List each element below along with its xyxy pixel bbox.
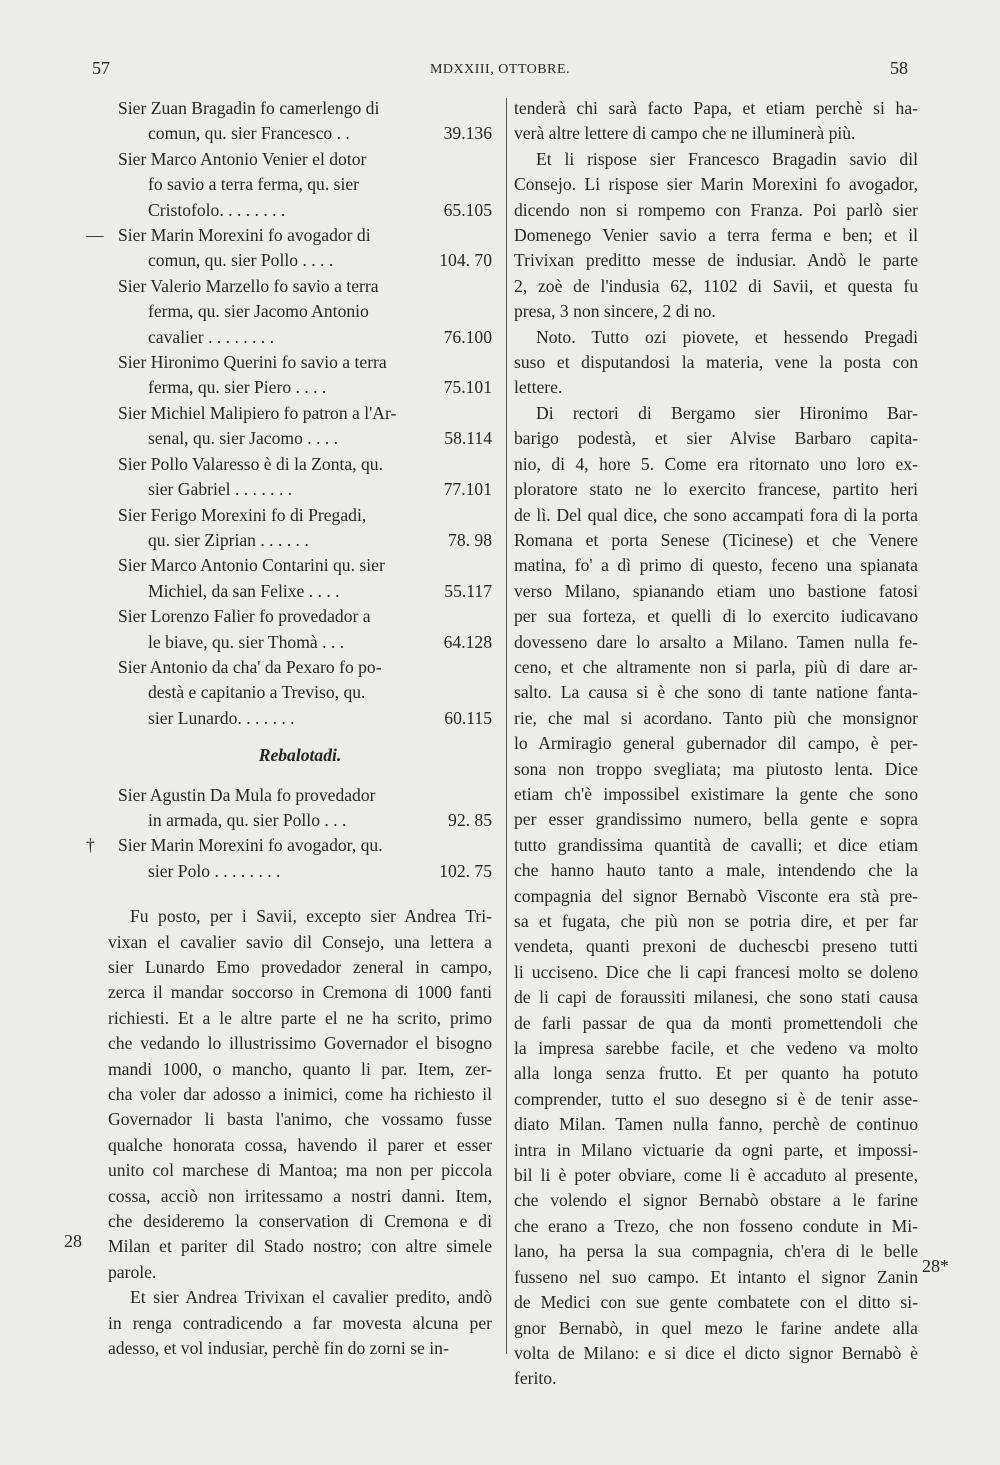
text-line: Et li rispose sier Francesco Bragadin savio dil <box>536 148 918 169</box>
text-line: lano, ha persa la sua compagnia, ch'era di le belle <box>514 1241 918 1262</box>
entry-text-line: senal, qu. sier Jacomo . . . . 58.114 <box>108 426 492 451</box>
entry-text-line: qu. sier Ziprian . . . . . . 78. 98 <box>108 528 492 553</box>
left-column <box>86 96 492 1362</box>
text-line: zerca il mandar soccorso in Cremona di 1000 fanti <box>108 982 492 1003</box>
entry-text-line: ferma, qu. sier Jacomo Antonio <box>148 301 369 322</box>
list-item <box>108 401 492 452</box>
margin-number-left: 28 <box>64 1231 82 1251</box>
list-item <box>108 274 492 350</box>
entry-text-line: Sier Zuan Bragadin fo camerlengo di <box>118 98 380 118</box>
text-line: ceno, et che altramente non si parla, più di dare ar- <box>514 656 918 677</box>
entry-text-line: fo savio a terra ferma, qu. sier <box>148 174 360 195</box>
text-line: per sua forteza, et quelli di lo exercito iudicavano <box>514 606 918 627</box>
election-list <box>86 96 492 731</box>
text-line: Consejo. Li rispose sier Marin Morexini fo avogador, <box>514 174 918 195</box>
list-item <box>108 655 492 731</box>
text-line: 2, zoè de l'indusia 62, 1102 di Savii, et questa fu <box>514 275 918 296</box>
entry-mark: † <box>86 835 95 856</box>
section-heading: Rebalotadi. <box>258 745 342 766</box>
entry-text-line: Sier Marco Antonio Contarini qu. sier <box>118 555 385 576</box>
text-line: Romana et porta Senese (Ticinese) et che Venere <box>514 529 918 550</box>
vote-count: 65.105 <box>443 199 492 220</box>
entry-text-line: Cristofolo. . . . . . . . 65.105 <box>108 198 492 223</box>
list-item <box>108 503 492 554</box>
vote-count: 92. 85 <box>448 809 492 830</box>
text-line: che desideremo la conservation di Cremona e di <box>108 1211 492 1232</box>
margin-number-right: 28* <box>922 1256 949 1276</box>
text-line: rie, che mal si acordano. Tanto più che monsignor <box>514 707 918 728</box>
entry-text-line: sier Gabriel . . . . . . . 77.101 <box>108 477 492 502</box>
entry-text-line: sier Polo . . . . . . . . 102. 75 <box>108 859 492 884</box>
text-line: Di rectori di Bergamo sier Hironimo Bar- <box>536 402 918 423</box>
paragraph-trivixan <box>108 1285 492 1361</box>
text-line: la impresa sarebbe facile, et che vedeno va molto <box>514 1038 918 1059</box>
text-line: in renga contradicendo a far movesta alcuna per <box>108 1312 492 1333</box>
text-line: tutto grandissima quantità de cavalli; et dice etiam <box>514 834 918 855</box>
text-line: unito col marchese di Mantoa; ma non per piccola <box>108 1160 492 1181</box>
text-line: lettere. <box>514 377 563 398</box>
text-line: vendeta, quanti prexoni de duchescbi preseno tutti <box>514 936 918 957</box>
entry-text-line: Sier Antonio da cha' da Pexaro fo po- <box>118 656 382 677</box>
text-line: che volendo el signor Bernabò obstare a le farine <box>514 1190 918 1211</box>
text-line: volta de Milano: e si dice el dicto signor Bernabò è <box>514 1342 918 1363</box>
entry-text-line: Sier Marin Morexini fo avogador di — <box>108 223 492 248</box>
entry-text-line: cavalier . . . . . . . . 76.100 <box>108 325 492 350</box>
page-number-left: 57 <box>92 58 110 78</box>
entry-text-line: Sier Agustin Da Mula fo provedador <box>118 784 376 805</box>
entry-text-line: Michiel, da san Felixe . . . . 55.117 <box>108 579 492 604</box>
right-column <box>514 96 918 1392</box>
text-line: cossa, acciò non irritessamo a nostri danni. Item, <box>108 1185 492 1206</box>
paragraph-noto <box>514 325 918 401</box>
paragraph-continuation <box>514 96 918 147</box>
entry-text-line: Sier Lorenzo Falier fo provedador a <box>118 606 371 627</box>
running-header: MDXXIII, OTTOBRE. <box>429 62 571 77</box>
list-item <box>108 452 492 503</box>
text-line: che erano a Trezo, che non fosseno condute in Mi- <box>514 1215 918 1236</box>
vote-count: 39.136 <box>443 123 492 144</box>
entry-mark: — <box>86 225 104 246</box>
text-line: dicendo non si rompemo con Franza. Poi parlò sier <box>514 199 918 220</box>
entry-text-line: comun, qu. sier Francesco . . 39.136 <box>108 121 492 146</box>
list-item <box>108 553 492 604</box>
list-item <box>108 147 492 223</box>
text-line: dovesseno dare lo arsalto a Milano. Tamen nulla fe- <box>514 631 918 652</box>
text-line: bil li è poter obviare, come li è accaduto al presente, <box>514 1165 918 1186</box>
text-line: presa, 3 non sincere, 2 di no. <box>514 301 716 322</box>
text-line: Trivixan preditto messe de indusiar. Andò le parte <box>514 250 918 271</box>
text-line: Domenego Venier savio a terra ferma e ben; et il <box>514 225 918 246</box>
text-line: li ucciseno. Dice che li capi francesi molto se doleno <box>514 961 918 982</box>
text-line: nio, di 4, hore 5. Come era ritornato uno loro ex- <box>514 453 918 474</box>
entry-text-line: Sier Michiel Malipiero fo patron a l'Ar- <box>118 402 397 423</box>
text-line: compagnia del signor Bernabò Visconte era stà pre- <box>514 885 918 906</box>
vote-count: 102. 75 <box>439 860 492 881</box>
text-line: gnor Bernabò, in quel mezo le farine andete alla <box>514 1317 918 1338</box>
list-item <box>108 350 492 401</box>
text-line: tenderà chi sarà facto Papa, et etiam perchè si ha- <box>514 98 918 118</box>
entry-text-line: in armada, qu. sier Pollo . . . 92. 85 <box>108 808 492 833</box>
entry-text-line: Sier Marin Morexini fo avogador, qu. † <box>108 833 492 858</box>
text-line: sona non troppo svegliata; ma piutosto lenta. Dice <box>514 758 918 779</box>
entry-text-line: Sier Pollo Valaresso è di la Zonta, qu. <box>118 453 384 474</box>
paragraph-bragadin <box>514 147 918 325</box>
list-item <box>108 604 492 655</box>
text-line: de li capi de foraussiti milanesi, che sono stati causa <box>514 987 918 1008</box>
text-line: intra in Milano victuarie da ogni parte, et impossi- <box>514 1139 918 1160</box>
entry-text-line: sier Lunardo. . . . . . . 60.115 <box>108 706 492 731</box>
paragraph-bergamo-letter <box>514 401 918 1392</box>
text-line: verso Milano, spianando etiam uno bastione fatosi <box>514 580 918 601</box>
text-line: richiesti. Et a le altre parte el ne ha scrito, primo <box>108 1007 492 1028</box>
text-line: sa et fugata, che più non se potria dire, et per far <box>514 911 918 931</box>
text-line: etiam ch'è impossibel existimare la gente che sono <box>514 783 918 804</box>
vote-count: 77.101 <box>443 479 492 500</box>
entry-text-line: Sier Ferigo Morexini fo di Pregadi, <box>118 504 367 525</box>
reballot-list <box>86 783 492 885</box>
vote-count: 58.114 <box>444 428 492 449</box>
text-line: adesso, et vol indusiar, perchè fin do zorni se in- <box>108 1338 449 1359</box>
text-line: suso et disputandosi la materia, vene la posta con <box>514 352 918 373</box>
text-line: qualche honorata cossa, havendo il parer et esser <box>108 1134 492 1155</box>
text-line: parole. <box>108 1261 157 1282</box>
vote-count: 64.128 <box>443 631 492 652</box>
text-line: Milan et pariter dil Stado nostro; con altre simele <box>108 1236 492 1257</box>
entry-text-line: le biave, qu. sier Thomà . . . 64.128 <box>108 630 492 655</box>
text-line: comprender, tutto el suo desegno si è de tenir asse- <box>514 1088 918 1109</box>
text-line: mandi 1000, o mancho, quanto li par. Item, zer- <box>108 1058 492 1079</box>
entry-text-line: comun, qu. sier Pollo . . . . 104. 70 <box>108 248 492 273</box>
column-divider <box>506 98 507 1354</box>
list-item <box>86 833 492 884</box>
text-line: ferito. <box>514 1368 557 1389</box>
text-line: de lì. Del qual dice, che sono accampati fora di la porta <box>514 504 918 525</box>
paragraph-fu-posto <box>108 904 492 1285</box>
text-line: per esser grandissimo numero, bella gente e sopra <box>514 809 918 830</box>
text-line: Governador li basta l'animo, che vossamo fusse <box>108 1109 492 1130</box>
text-line: barigo podestà, et sier Alvise Barbaro capita- <box>514 428 918 449</box>
text-line: Fu posto, per i Savii, excepto sier Andrea Tri- <box>130 906 492 927</box>
text-line: cha voler dar adosso a inimici, come ha richiesto il <box>108 1084 492 1105</box>
vote-count: 78. 98 <box>448 529 492 550</box>
entry-text-line: Sier Marco Antonio Venier el dotor <box>118 148 367 169</box>
vote-count: 104. 70 <box>439 250 492 271</box>
text-line: diato Milan. Tamen nulla fanno, perchè de continuo <box>514 1114 918 1135</box>
text-line: verà altre lettere di campo che ne illuminerà più. <box>514 123 856 144</box>
text-line: de farli passar de qua da monti promettendoli che <box>514 1012 918 1033</box>
text-line: fusseno nel suo campo. Et intanto el signor Zanin <box>514 1266 918 1287</box>
vote-count: 76.100 <box>443 326 492 347</box>
vote-count: 75.101 <box>443 377 492 398</box>
text-line: lo Armiragio general gubernador dil campo, è per- <box>514 733 918 754</box>
entry-text-line: destà e capitanio a Treviso, qu. <box>148 682 366 703</box>
text-line: salto. La causa si è che sono di tante natione fanta- <box>514 682 918 703</box>
vote-count: 60.115 <box>444 707 492 728</box>
text-line: vixan el cavalier savio dil Consejo, una lettera a <box>108 931 492 952</box>
text-line: alla longa senza frutto. Et per quanto ha potuto <box>514 1063 918 1084</box>
text-line: ploratore stato ne lo exercito francese, partito heri <box>514 479 918 500</box>
list-item <box>108 783 492 834</box>
text-line: Et sier Andrea Trivixan el cavalier predito, andò <box>130 1287 492 1308</box>
text-line: de Medici con sue gente combatete con el ditto si- <box>514 1292 918 1313</box>
text-line: che vedando lo illustrissimo Governador el bisogno <box>108 1033 492 1054</box>
page-number-right: 58 <box>890 58 908 78</box>
text-line: matina, fo' a dì primo di questo, feceno una spianata <box>514 555 918 576</box>
list-item <box>108 96 492 147</box>
entry-text-line: ferma, qu. sier Piero . . . . 75.101 <box>108 375 492 400</box>
text-line: sier Lunardo Emo provedador zeneral in campo, <box>108 957 492 977</box>
list-item <box>86 223 492 274</box>
entry-text-line: Sier Valerio Marzello fo savio a terra <box>118 275 379 296</box>
entry-text-line: Sier Hironimo Querini fo savio a terra <box>118 352 387 373</box>
text-line: che hanno hauto tanto a male, intendendo che la <box>514 860 918 881</box>
vote-count: 55.117 <box>444 580 492 601</box>
text-line: Noto. Tutto ozi piovete, et hessendo Pregadi <box>536 326 918 347</box>
